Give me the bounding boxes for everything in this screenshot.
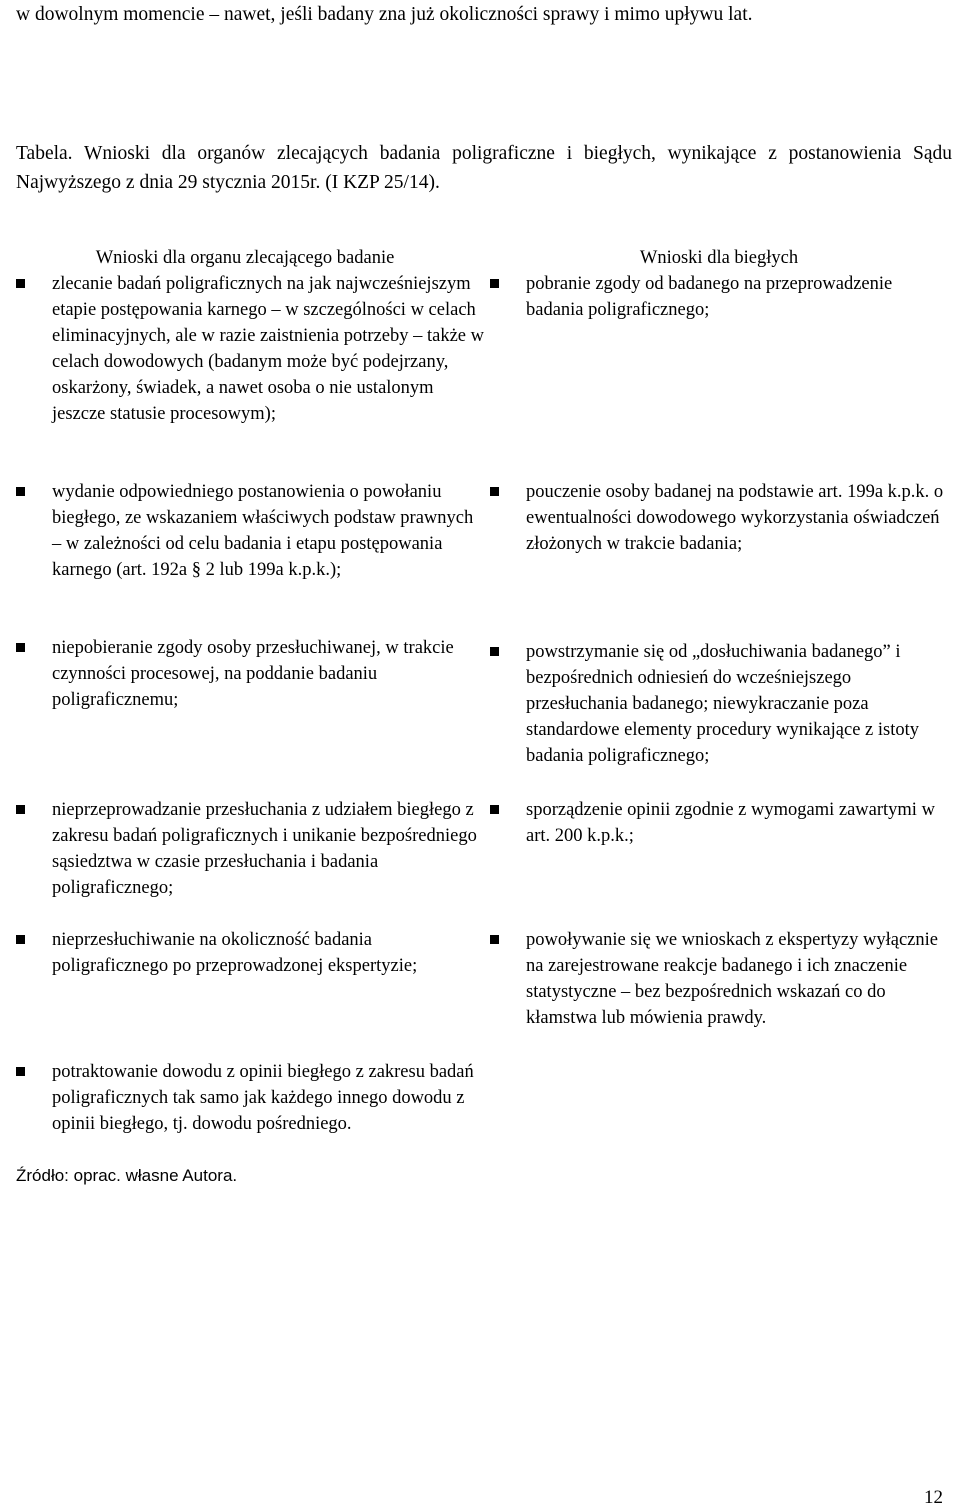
source-note: Źródło: oprac. własne Autora. [16, 1166, 238, 1185]
page-number: 12 [924, 1487, 943, 1508]
left-column-header: Wnioski dla organu zlecającego badanie [95, 248, 395, 268]
square-bullet-icon [490, 279, 499, 288]
square-bullet-icon [490, 647, 499, 656]
right-item-text: sporządzenie opinii zgodnie z wymogami zawartymi w art. 200 k.p.k.; [526, 800, 935, 846]
square-bullet-icon [16, 643, 25, 652]
right-column-header: Wnioski dla biegłych [639, 248, 799, 268]
right-item-text: pobranie zgody od badanego na przeprowadzenie badania poligraficznego; [526, 274, 893, 320]
square-bullet-icon [490, 487, 499, 496]
square-bullet-icon [16, 1067, 25, 1076]
square-bullet-icon [16, 805, 25, 814]
square-bullet-icon [16, 487, 25, 496]
square-bullet-icon [16, 279, 25, 288]
left-item-text: nieprzesłuchiwanie na okoliczność badania poligraficznego po przeprowadzonej ekspertyzie; [52, 930, 418, 976]
left-item-text: nieprzeprowadzanie przesłuchania z udziałem biegłego z zakresu badań poligraficznych i unikanie bezpośredniego sąsiedztwa w czasie przesłuchania i badania poligraficznego; [52, 800, 477, 898]
intro-paragraph: w dowolnym momencie – nawet, jeśli badany zna już okoliczności sprawy i mimo upływu lat. [16, 4, 753, 25]
square-bullet-icon [490, 805, 499, 814]
right-item-text: powstrzymanie się od „dosłuchiwania badanego” i bezpośrednich odniesień do wcześniejszego przesłuchania badanego; niewykraczanie poza standardowe elementy procedury wynikające z istoty badania poligraficznego; [526, 642, 919, 766]
left-item-text: niepobieranie zgody osoby przesłuchiwanej, w trakcie czynności procesowej, na poddanie badaniu poligraficznemu; [52, 638, 454, 710]
square-bullet-icon [490, 935, 499, 944]
right-item-text: pouczenie osoby badanej na podstawie art. 199a k.p.k. o ewentualności dowodowego wykorzystania oświadczeń złożonych w trakcie badania; [526, 482, 944, 554]
left-item-text: wydanie odpowiedniego postanowienia o powołaniu biegłego, ze wskazaniem właściwych podstaw prawnych – w zależności od celu badania i etapu postępowania karnego (art. 192a § 2 lub 199a k.p.k.); [52, 482, 474, 580]
square-bullet-icon [16, 935, 25, 944]
left-item-text: zlecanie badań poligraficznych na jak najwcześniejszym etapie postępowania karnego – w szczególności w celach eliminacyjnych, ale w razie zaistnienia potrzeby – także w celach dowodowych (badanym może być podejrzany, oskarżony, świadek, a nawet osoba o nie ustalonym jeszcze statusie procesowym); [52, 274, 484, 424]
right-item-text: powoływanie się we wnioskach z ekspertyzy wyłącznie na zarejestrowane reakcje badanego i ich znaczenie statystyczne – bez bezpośrednich wskazań co do kłamstwa lub mówienia prawdy. [526, 930, 938, 1028]
table-caption: Tabela. Wnioski dla organów zlecających badania poligraficzne i biegłych, wynikające z postanowienia Sądu Najwyższego z dnia 29 stycznia 2015r. (I KZP 25/14). [16, 143, 952, 193]
left-item-text: potraktowanie dowodu z opinii biegłego z zakresu badań poligraficznych tak samo jak każdego innego dowodu z opinii biegłego, tj. dowodu pośredniego. [52, 1062, 474, 1134]
